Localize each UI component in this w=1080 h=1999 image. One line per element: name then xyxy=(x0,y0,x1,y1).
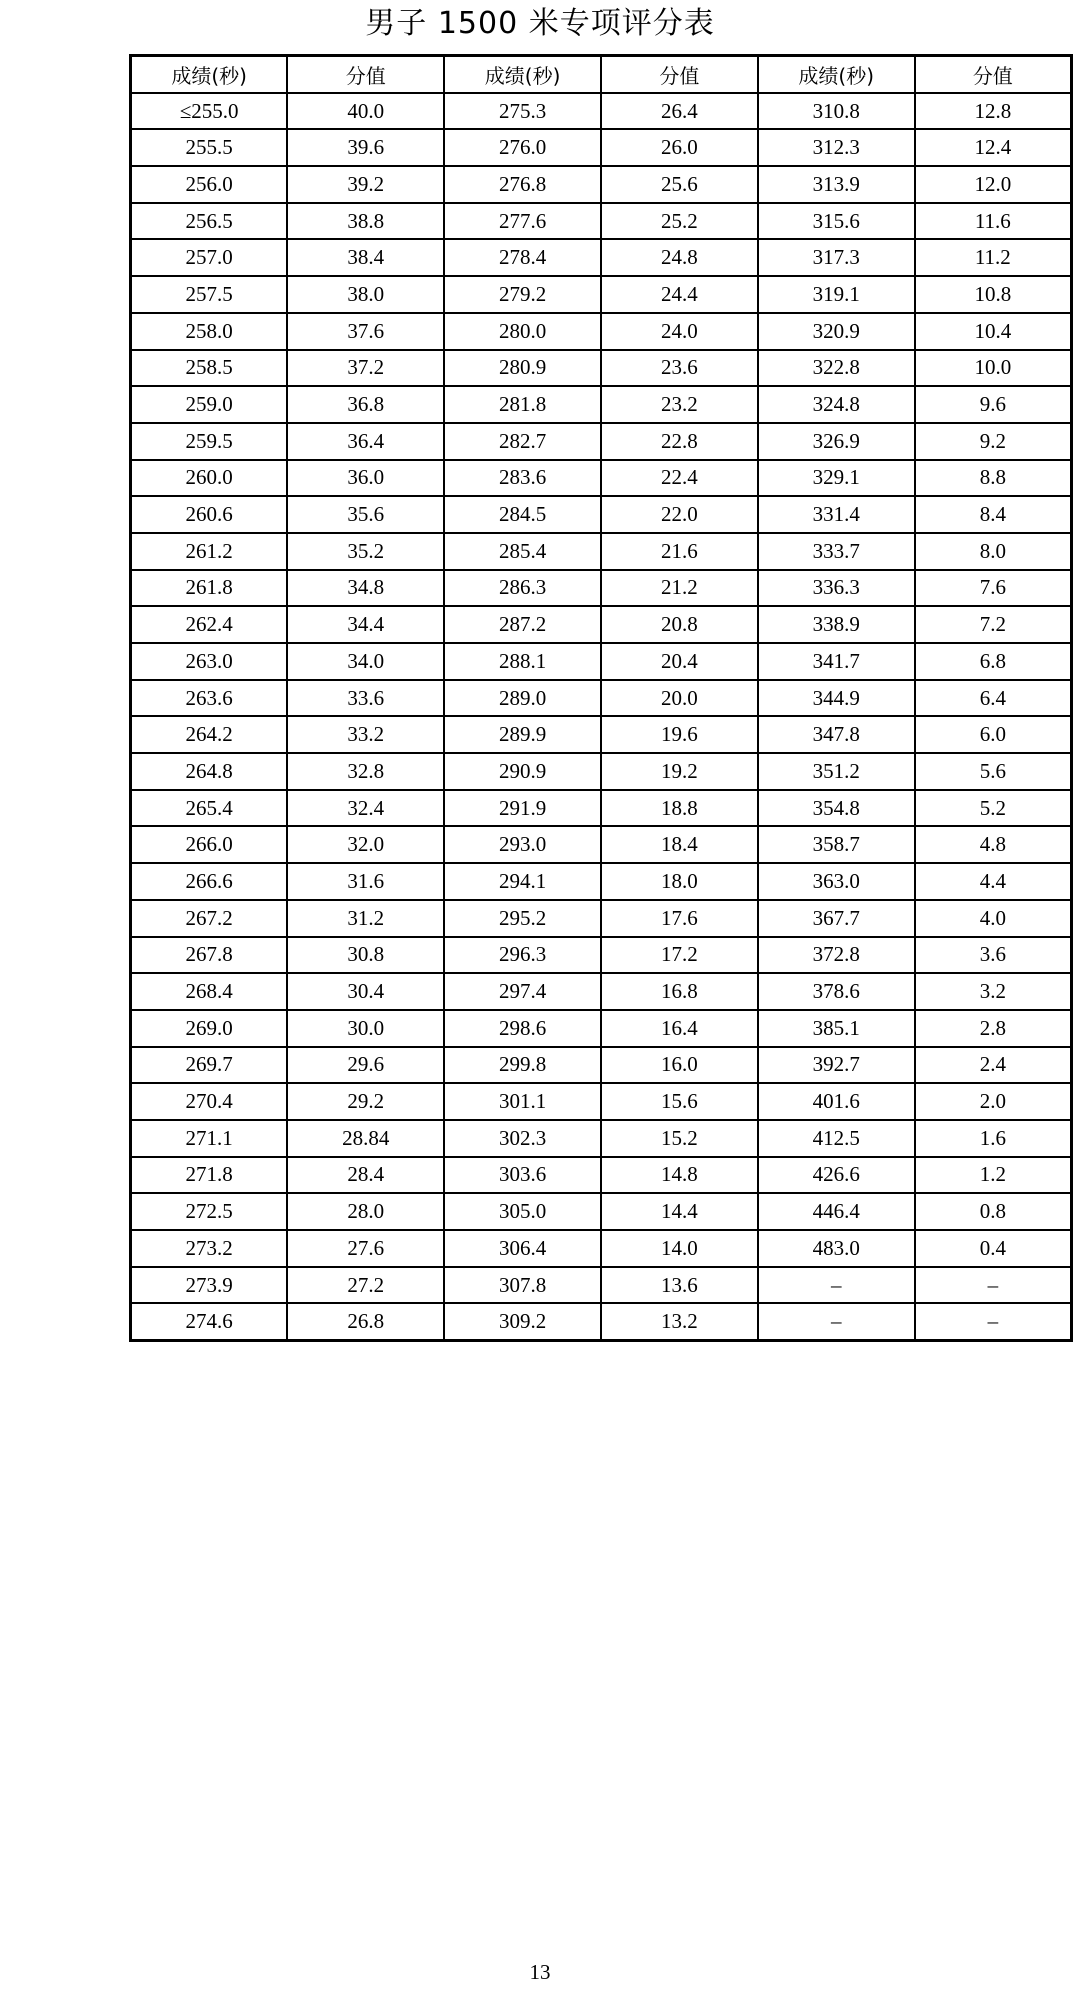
cell-score-2: 22.0 xyxy=(601,496,758,533)
cell-score-1: 27.6 xyxy=(287,1230,444,1267)
cell-time-2: 296.3 xyxy=(444,937,601,974)
page-title: 男子 1500 米专项评分表 xyxy=(365,6,715,41)
cell-time-3: 333.7 xyxy=(758,533,915,570)
cell-score-1: 31.6 xyxy=(287,863,444,900)
cell-time-2: 283.6 xyxy=(444,460,601,497)
cell-score-2: 25.2 xyxy=(601,203,758,240)
cell-score-2: 20.8 xyxy=(601,606,758,643)
cell-time-1: 272.5 xyxy=(131,1193,288,1230)
cell-score-3: 6.8 xyxy=(915,643,1072,680)
cell-time-1: 258.5 xyxy=(131,350,288,387)
table-row xyxy=(131,1267,1072,1304)
cell-score-1: 28.84 xyxy=(287,1120,444,1157)
cell-score-3: 12.4 xyxy=(915,129,1072,166)
table-row xyxy=(131,129,1072,166)
cell-time-3: 313.9 xyxy=(758,166,915,203)
cell-time-3: 326.9 xyxy=(758,423,915,460)
cell-time-2: 276.8 xyxy=(444,166,601,203)
cell-time-1: 260.6 xyxy=(131,496,288,533)
cell-time-3: 351.2 xyxy=(758,753,915,790)
cell-time-1: 256.5 xyxy=(131,203,288,240)
cell-time-2: 307.8 xyxy=(444,1267,601,1304)
cell-score-3: 2.8 xyxy=(915,1010,1072,1047)
cell-score-2: 20.4 xyxy=(601,643,758,680)
cell-score-2: 22.4 xyxy=(601,460,758,497)
cell-score-2: 16.4 xyxy=(601,1010,758,1047)
cell-time-3: 401.6 xyxy=(758,1083,915,1120)
cell-score-2: 19.2 xyxy=(601,753,758,790)
cell-score-1: 26.8 xyxy=(287,1303,444,1340)
table-row xyxy=(131,496,1072,533)
header-score-1: 分值 xyxy=(287,56,444,93)
table-row xyxy=(131,276,1072,313)
cell-score-1: 31.2 xyxy=(287,900,444,937)
cell-score-3: 10.8 xyxy=(915,276,1072,313)
table-row xyxy=(131,716,1072,753)
cell-time-1: 257.5 xyxy=(131,276,288,313)
cell-score-2: 17.6 xyxy=(601,900,758,937)
cell-score-3: 1.2 xyxy=(915,1157,1072,1194)
cell-score-3: 8.0 xyxy=(915,533,1072,570)
cell-score-1: 34.8 xyxy=(287,570,444,607)
table-row xyxy=(131,1230,1072,1267)
cell-time-1: 270.4 xyxy=(131,1083,288,1120)
cell-time-1: 257.0 xyxy=(131,239,288,276)
cell-score-3: 5.2 xyxy=(915,790,1072,827)
table-row xyxy=(131,423,1072,460)
cell-score-3: 9.6 xyxy=(915,386,1072,423)
cell-time-3: 322.8 xyxy=(758,350,915,387)
cell-time-3: 378.6 xyxy=(758,973,915,1010)
header-time-3: 成绩(秒) xyxy=(758,56,915,93)
table-row xyxy=(131,1047,1072,1084)
cell-score-2: 21.6 xyxy=(601,533,758,570)
table-row xyxy=(131,900,1072,937)
cell-time-1: 263.0 xyxy=(131,643,288,680)
header-score-2: 分值 xyxy=(601,56,758,93)
cell-time-3: 319.1 xyxy=(758,276,915,313)
cell-score-1: 30.4 xyxy=(287,973,444,1010)
cell-time-3: 347.8 xyxy=(758,716,915,753)
cell-time-2: 295.2 xyxy=(444,900,601,937)
cell-score-2: 18.8 xyxy=(601,790,758,827)
cell-score-3: 3.2 xyxy=(915,973,1072,1010)
cell-time-2: 306.4 xyxy=(444,1230,601,1267)
cell-time-2: 279.2 xyxy=(444,276,601,313)
cell-score-1: 36.0 xyxy=(287,460,444,497)
cell-time-1: 262.4 xyxy=(131,606,288,643)
cell-score-2: 24.0 xyxy=(601,313,758,350)
cell-time-1: 260.0 xyxy=(131,460,288,497)
cell-time-1: 269.7 xyxy=(131,1047,288,1084)
cell-score-1: 35.6 xyxy=(287,496,444,533)
cell-time-2: 284.5 xyxy=(444,496,601,533)
cell-time-2: 301.1 xyxy=(444,1083,601,1120)
cell-time-1: 261.2 xyxy=(131,533,288,570)
cell-time-2: 280.9 xyxy=(444,350,601,387)
cell-time-2: 290.9 xyxy=(444,753,601,790)
cell-score-2: 13.2 xyxy=(601,1303,758,1340)
cell-score-1: 38.8 xyxy=(287,203,444,240)
table-row xyxy=(131,313,1072,350)
cell-score-3: 2.0 xyxy=(915,1083,1072,1120)
cell-score-2: 17.2 xyxy=(601,937,758,974)
table-row xyxy=(131,386,1072,423)
cell-score-3: 10.0 xyxy=(915,350,1072,387)
cell-time-1: 273.2 xyxy=(131,1230,288,1267)
cell-score-3: 4.8 xyxy=(915,826,1072,863)
cell-time-3: 331.4 xyxy=(758,496,915,533)
cell-score-1: 32.0 xyxy=(287,826,444,863)
cell-time-3: 446.4 xyxy=(758,1193,915,1230)
cell-score-3: 6.4 xyxy=(915,680,1072,717)
cell-time-3: 483.0 xyxy=(758,1230,915,1267)
cell-time-1: 259.5 xyxy=(131,423,288,460)
table-row xyxy=(131,1303,1072,1340)
table-row xyxy=(131,1157,1072,1194)
cell-time-3: – xyxy=(758,1303,915,1340)
cell-score-2: 18.0 xyxy=(601,863,758,900)
cell-score-1: 30.8 xyxy=(287,937,444,974)
cell-score-2: 22.8 xyxy=(601,423,758,460)
cell-score-2: 13.6 xyxy=(601,1267,758,1304)
cell-score-2: 21.2 xyxy=(601,570,758,607)
cell-time-3: 344.9 xyxy=(758,680,915,717)
cell-score-1: 37.6 xyxy=(287,313,444,350)
cell-time-1: 261.8 xyxy=(131,570,288,607)
cell-time-1: 271.8 xyxy=(131,1157,288,1194)
cell-time-1: 264.8 xyxy=(131,753,288,790)
cell-score-2: 15.2 xyxy=(601,1120,758,1157)
cell-time-1: 267.2 xyxy=(131,900,288,937)
cell-score-2: 26.4 xyxy=(601,93,758,130)
header-time-1: 成绩(秒) xyxy=(131,56,288,93)
cell-time-2: 285.4 xyxy=(444,533,601,570)
cell-score-3: – xyxy=(915,1267,1072,1304)
cell-time-3: 412.5 xyxy=(758,1120,915,1157)
cell-score-3: 2.4 xyxy=(915,1047,1072,1084)
cell-time-3: 367.7 xyxy=(758,900,915,937)
cell-time-2: 298.6 xyxy=(444,1010,601,1047)
cell-score-2: 23.2 xyxy=(601,386,758,423)
cell-score-1: 39.2 xyxy=(287,166,444,203)
header-score-3: 分值 xyxy=(915,56,1072,93)
cell-score-3: 4.4 xyxy=(915,863,1072,900)
cell-time-1: 256.0 xyxy=(131,166,288,203)
cell-time-1: 268.4 xyxy=(131,973,288,1010)
cell-score-1: 29.6 xyxy=(287,1047,444,1084)
table-row xyxy=(131,606,1072,643)
cell-score-2: 20.0 xyxy=(601,680,758,717)
cell-score-3: 10.4 xyxy=(915,313,1072,350)
table-row xyxy=(131,680,1072,717)
cell-score-2: 25.6 xyxy=(601,166,758,203)
cell-time-2: 291.9 xyxy=(444,790,601,827)
cell-score-1: 34.0 xyxy=(287,643,444,680)
cell-score-1: 33.2 xyxy=(287,716,444,753)
cell-score-2: 14.4 xyxy=(601,1193,758,1230)
cell-score-1: 35.2 xyxy=(287,533,444,570)
cell-score-1: 28.4 xyxy=(287,1157,444,1194)
table-row xyxy=(131,826,1072,863)
cell-score-2: 14.0 xyxy=(601,1230,758,1267)
cell-time-2: 294.1 xyxy=(444,863,601,900)
cell-score-3: 7.2 xyxy=(915,606,1072,643)
cell-time-2: 309.2 xyxy=(444,1303,601,1340)
table-body xyxy=(131,93,1072,1341)
cell-score-1: 29.2 xyxy=(287,1083,444,1120)
cell-time-3: 372.8 xyxy=(758,937,915,974)
cell-score-1: 27.2 xyxy=(287,1267,444,1304)
cell-score-1: 39.6 xyxy=(287,129,444,166)
cell-score-3: 5.6 xyxy=(915,753,1072,790)
cell-time-2: 302.3 xyxy=(444,1120,601,1157)
cell-time-3: 317.3 xyxy=(758,239,915,276)
cell-time-1: 267.8 xyxy=(131,937,288,974)
cell-time-2: 293.0 xyxy=(444,826,601,863)
cell-time-2: 288.1 xyxy=(444,643,601,680)
cell-time-3: 315.6 xyxy=(758,203,915,240)
table-row xyxy=(131,1083,1072,1120)
cell-time-3: 341.7 xyxy=(758,643,915,680)
cell-time-2: 303.6 xyxy=(444,1157,601,1194)
cell-time-1: 263.6 xyxy=(131,680,288,717)
cell-time-3: 385.1 xyxy=(758,1010,915,1047)
cell-score-2: 16.8 xyxy=(601,973,758,1010)
cell-score-1: 33.6 xyxy=(287,680,444,717)
table-row xyxy=(131,239,1072,276)
cell-time-1: 265.4 xyxy=(131,790,288,827)
cell-time-2: 278.4 xyxy=(444,239,601,276)
cell-score-3: 12.0 xyxy=(915,166,1072,203)
cell-time-2: 289.0 xyxy=(444,680,601,717)
cell-time-2: 287.2 xyxy=(444,606,601,643)
page-number: 13 xyxy=(529,1960,551,1984)
cell-score-3: 6.0 xyxy=(915,716,1072,753)
table-row xyxy=(131,1193,1072,1230)
cell-time-3: 338.9 xyxy=(758,606,915,643)
cell-time-3: – xyxy=(758,1267,915,1304)
cell-time-3: 358.7 xyxy=(758,826,915,863)
cell-score-2: 23.6 xyxy=(601,350,758,387)
cell-score-3: 8.8 xyxy=(915,460,1072,497)
cell-score-2: 18.4 xyxy=(601,826,758,863)
table-row xyxy=(131,643,1072,680)
cell-score-1: 34.4 xyxy=(287,606,444,643)
table-row xyxy=(131,460,1072,497)
table-row xyxy=(131,1120,1072,1157)
cell-time-1: 271.1 xyxy=(131,1120,288,1157)
cell-time-2: 277.6 xyxy=(444,203,601,240)
cell-time-3: 354.8 xyxy=(758,790,915,827)
cell-time-3: 324.8 xyxy=(758,386,915,423)
cell-time-2: 275.3 xyxy=(444,93,601,130)
table-row xyxy=(131,166,1072,203)
cell-score-1: 36.4 xyxy=(287,423,444,460)
cell-score-3: 11.6 xyxy=(915,203,1072,240)
cell-score-1: 30.0 xyxy=(287,1010,444,1047)
cell-time-3: 363.0 xyxy=(758,863,915,900)
table-row xyxy=(131,753,1072,790)
cell-time-1: 273.9 xyxy=(131,1267,288,1304)
cell-time-1: 269.0 xyxy=(131,1010,288,1047)
cell-score-2: 16.0 xyxy=(601,1047,758,1084)
cell-score-1: 32.4 xyxy=(287,790,444,827)
cell-time-1: 255.5 xyxy=(131,129,288,166)
cell-time-1: ≤255.0 xyxy=(131,93,288,130)
cell-time-2: 297.4 xyxy=(444,973,601,1010)
cell-score-3: 0.4 xyxy=(915,1230,1072,1267)
score-table xyxy=(129,54,1073,1342)
cell-score-3: 1.6 xyxy=(915,1120,1072,1157)
cell-score-3: 11.2 xyxy=(915,239,1072,276)
table-row xyxy=(131,863,1072,900)
cell-score-1: 36.8 xyxy=(287,386,444,423)
table-row xyxy=(131,570,1072,607)
cell-time-1: 274.6 xyxy=(131,1303,288,1340)
cell-score-2: 14.8 xyxy=(601,1157,758,1194)
cell-time-3: 320.9 xyxy=(758,313,915,350)
cell-time-2: 280.0 xyxy=(444,313,601,350)
cell-score-1: 37.2 xyxy=(287,350,444,387)
cell-time-2: 305.0 xyxy=(444,1193,601,1230)
table-row xyxy=(131,203,1072,240)
cell-time-1: 266.0 xyxy=(131,826,288,863)
cell-time-2: 289.9 xyxy=(444,716,601,753)
cell-time-1: 264.2 xyxy=(131,716,288,753)
cell-time-1: 258.0 xyxy=(131,313,288,350)
cell-time-2: 286.3 xyxy=(444,570,601,607)
cell-score-3: 7.6 xyxy=(915,570,1072,607)
cell-score-1: 38.0 xyxy=(287,276,444,313)
table-row xyxy=(131,1010,1072,1047)
table-row xyxy=(131,533,1072,570)
cell-score-3: 4.0 xyxy=(915,900,1072,937)
cell-score-3: 9.2 xyxy=(915,423,1072,460)
cell-time-3: 392.7 xyxy=(758,1047,915,1084)
table-row xyxy=(131,973,1072,1010)
cell-time-2: 282.7 xyxy=(444,423,601,460)
cell-score-3: 0.8 xyxy=(915,1193,1072,1230)
cell-time-1: 259.0 xyxy=(131,386,288,423)
cell-time-2: 276.0 xyxy=(444,129,601,166)
cell-score-2: 15.6 xyxy=(601,1083,758,1120)
cell-time-3: 310.8 xyxy=(758,93,915,130)
cell-score-2: 26.0 xyxy=(601,129,758,166)
cell-score-2: 24.8 xyxy=(601,239,758,276)
cell-score-1: 28.0 xyxy=(287,1193,444,1230)
cell-score-3: 12.8 xyxy=(915,93,1072,130)
cell-time-3: 426.6 xyxy=(758,1157,915,1194)
cell-score-3: – xyxy=(915,1303,1072,1340)
table-row xyxy=(131,937,1072,974)
cell-score-3: 3.6 xyxy=(915,937,1072,974)
table-header-row xyxy=(131,56,1072,93)
table-row xyxy=(131,350,1072,387)
cell-time-3: 312.3 xyxy=(758,129,915,166)
cell-score-1: 38.4 xyxy=(287,239,444,276)
cell-score-1: 40.0 xyxy=(287,93,444,130)
cell-score-3: 8.4 xyxy=(915,496,1072,533)
cell-score-2: 24.4 xyxy=(601,276,758,313)
table-row xyxy=(131,93,1072,130)
table-row xyxy=(131,790,1072,827)
cell-time-3: 329.1 xyxy=(758,460,915,497)
cell-time-2: 299.8 xyxy=(444,1047,601,1084)
cell-score-1: 32.8 xyxy=(287,753,444,790)
cell-score-2: 19.6 xyxy=(601,716,758,753)
header-time-2: 成绩(秒) xyxy=(444,56,601,93)
cell-time-3: 336.3 xyxy=(758,570,915,607)
cell-time-1: 266.6 xyxy=(131,863,288,900)
cell-time-2: 281.8 xyxy=(444,386,601,423)
